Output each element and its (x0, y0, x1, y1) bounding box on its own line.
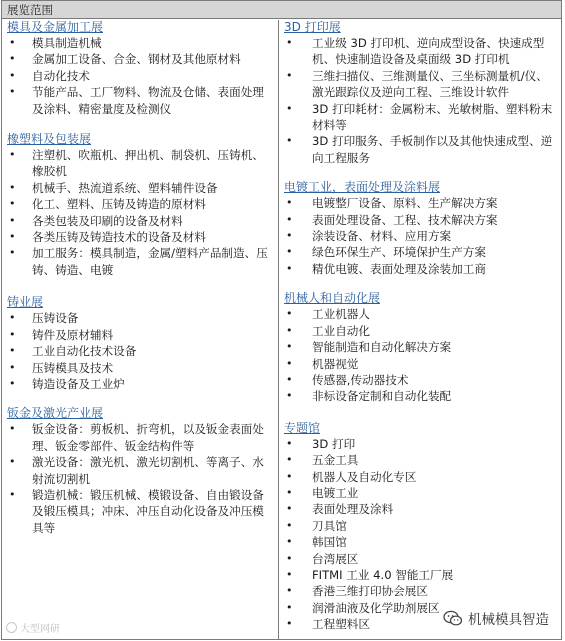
list-item: • 加工服务：模具制造，金属/塑料产品制造、压铸、铸造、电镀 (9, 246, 268, 277)
list-item: • 注塑机、吹瓶机、押出机、制袋机、压铸机、橡胶机 (9, 148, 264, 179)
list-item: • 电镀工业 (286, 485, 359, 500)
list-item: • 铸造设备及工业炉 (9, 376, 125, 391)
section-mold-metal (2, 20, 278, 117)
bullet-icon: • (9, 327, 16, 341)
list-item: • 工业自动化 (286, 323, 370, 338)
list-item: • 模具制造机械 (9, 36, 102, 50)
item-list (279, 306, 561, 404)
section-title[interactable]: 模具及金属加工展 (7, 20, 104, 34)
bullet-icon: • (9, 230, 16, 244)
list-item: • 自动化技术 (9, 68, 90, 83)
left-column (2, 20, 279, 639)
list-item: • 台湾展区 (286, 551, 359, 566)
item-list (279, 436, 561, 633)
bullet-icon: • (9, 455, 16, 469)
list-item: • 铸件及原材辅料 (9, 327, 114, 342)
bullet-icon: • (286, 101, 293, 115)
wechat-icon (443, 610, 463, 627)
bullet-icon: • (9, 311, 16, 325)
list-item: • 香港三维打印协会展区 (286, 584, 428, 599)
section-title[interactable]: 机械人和自动化展 (284, 291, 381, 306)
list-item: • 各类压铸及铸造技术的设备及材料 (9, 230, 206, 245)
list-item: • 压铸模具及技术 (9, 360, 114, 375)
section-electroplating (279, 180, 561, 277)
bullet-icon: • (9, 360, 16, 374)
item-list (2, 421, 278, 536)
list-item: • 三维扫描仪、三维测量仪、三坐标测量机/仪、激光跟踪仪及逆向工程、三维设计软件 (286, 68, 548, 100)
list-item: • 机器视觉 (286, 356, 359, 371)
bullet-icon: • (9, 487, 16, 501)
bullet-icon: • (286, 261, 293, 275)
list-item: • 工业机器人 (286, 307, 370, 322)
list-item: • 机械手、热流道系统、塑料辅件设备 (9, 180, 218, 195)
bullet-icon: • (286, 518, 293, 532)
table-header: 展览范围 (2, 1, 561, 19)
bullet-icon: • (286, 196, 293, 210)
bullet-icon: • (286, 502, 293, 516)
bullet-icon: • (286, 372, 293, 386)
list-item: • 韩国馆 (286, 535, 347, 550)
bullet-icon: • (286, 535, 293, 549)
list-item: • 节能产品、工厂物料、物流及仓储、表面处理及涂料、精密量度及检测仪 (9, 85, 264, 116)
bullet-icon: • (9, 213, 16, 227)
list-item: • 电镀整厂设备、原料、生产解决方案 (286, 196, 498, 211)
watermark-right (440, 605, 552, 631)
bullet-icon: • (9, 68, 16, 82)
bullet-icon: • (9, 246, 16, 260)
section-foundry (2, 295, 278, 392)
bullet-icon: • (286, 453, 293, 467)
section-rubber-plastic-packaging (2, 132, 278, 278)
watermark-left-text: 大型网研 (20, 624, 60, 635)
bullet-icon: • (9, 52, 16, 66)
bullet-icon: • (286, 307, 293, 321)
list-item: • 传感器,传动器技术 (286, 372, 409, 387)
bullet-icon: • (9, 197, 16, 211)
list-item: • 激光设备：激光机、激光切割机、等离子、水射流切割机 (9, 455, 264, 486)
bullet-icon: • (286, 389, 293, 403)
bullet-icon: • (9, 148, 16, 162)
list-item: • FITMI 工业 4.0 智能工厂展 (286, 567, 454, 582)
section-title[interactable]: 专题馆 (284, 420, 321, 435)
bullet-icon: • (286, 485, 293, 499)
list-item: • 钣金设备：剪板机、折弯机，以及钣金表面处理、钣金零部件、钣金结构件等 (9, 422, 264, 453)
list-item: • 压铸设备 (9, 311, 79, 326)
bullet-icon: • (286, 323, 293, 337)
item-list (2, 35, 278, 117)
bullet-icon: • (9, 180, 16, 194)
list-item: • 3D 打印服务、手板制作以及其他快速成型、逆向工程服务 (286, 134, 553, 165)
bullet-icon: • (286, 617, 293, 631)
list-item: • 机器人及自动化专区 (286, 469, 417, 484)
section-theme-pavilions (279, 421, 561, 633)
bullet-icon: • (9, 36, 16, 49)
bullet-icon: • (286, 584, 293, 598)
list-item: • 表面处理及涂料 (286, 502, 394, 517)
bullet-icon: • (286, 68, 293, 82)
bullet-icon: • (286, 134, 293, 148)
item-list (279, 35, 561, 166)
bullet-icon: • (9, 376, 16, 390)
section-title[interactable]: 3D 打印展 (284, 20, 341, 34)
bullet-icon: • (286, 469, 293, 483)
bullet-icon: • (286, 600, 293, 614)
list-item: • 精优电镀、表面处理及涂装加工商 (286, 261, 486, 276)
bullet-icon: • (286, 567, 293, 581)
watermark-right-text: 机械模具智造 (468, 612, 549, 628)
list-item: • 五金工具 (286, 453, 359, 468)
list-item: • 绿色环保生产、环境保护生产方案 (286, 245, 486, 260)
section-title[interactable]: 电镀工业，表面处理及涂料展 (284, 180, 441, 195)
section-3d-printing (279, 20, 561, 166)
list-item: • 化工、塑料、压铸及铸造的原材料 (9, 197, 206, 212)
list-item: • 工业级 3D 打印机、逆向成型设备、快速成型机、快速制造设备及桌面级 3D 打印机 (286, 36, 545, 67)
list-item: • 润滑油液及化学助剂展区 (286, 600, 440, 615)
item-list (2, 310, 278, 392)
bullet-icon: • (9, 85, 16, 99)
list-item: • 智能制造和自动化解决方案 (286, 340, 452, 355)
bullet-icon: • (9, 344, 16, 358)
list-item: • 金属加工设备、合金、钢材及其他原材料 (9, 52, 241, 67)
list-item: • 工程塑料区 (286, 617, 370, 632)
exhibition-scope-table (1, 0, 562, 640)
list-item: • 表面处理设备、工程、技术解决方案 (286, 212, 498, 227)
bullet-icon: • (286, 356, 293, 370)
list-item: • 刀具馆 (286, 518, 347, 533)
section-title[interactable]: 橡塑料及包装展 (7, 132, 92, 147)
list-item: • 涂装设备、材料、应用方案 (286, 229, 452, 244)
item-list (2, 147, 278, 278)
watermark-left (6, 620, 60, 635)
list-item: • 3D 打印耗材：金属粉末、光敏树脂、塑料粉末材料等 (286, 101, 553, 133)
bullet-icon: • (286, 340, 293, 354)
bullet-icon: • (286, 36, 293, 49)
list-item: • 锻造机械：锻压机械、模锻设备、自由锻设备及锻压模具；冲床、冲压自动化设备及冲压模具等 (9, 487, 264, 535)
section-title[interactable]: 铸业展 (7, 295, 44, 310)
bullet-icon: • (286, 245, 293, 259)
section-robotics-automation (279, 291, 561, 404)
right-column (279, 20, 561, 639)
bullet-icon: • (286, 229, 293, 243)
list-item: • 3D 打印 (286, 436, 356, 451)
list-item: • 工业自动化技术设备 (9, 344, 137, 359)
bullet-icon: • (286, 551, 293, 565)
bullet-icon: • (286, 212, 293, 226)
item-list (279, 195, 561, 277)
watermark-logo-icon (6, 622, 17, 633)
bullet-icon: • (9, 422, 16, 436)
bullet-icon: • (286, 436, 293, 450)
list-item: • 各类包装及印刷的设备及材料 (9, 213, 183, 228)
section-sheet-metal-laser (2, 406, 278, 536)
section-title[interactable]: 钣金及激光产业展 (7, 406, 104, 421)
list-item: • 非标设备定制和自动化装配 (286, 389, 452, 404)
